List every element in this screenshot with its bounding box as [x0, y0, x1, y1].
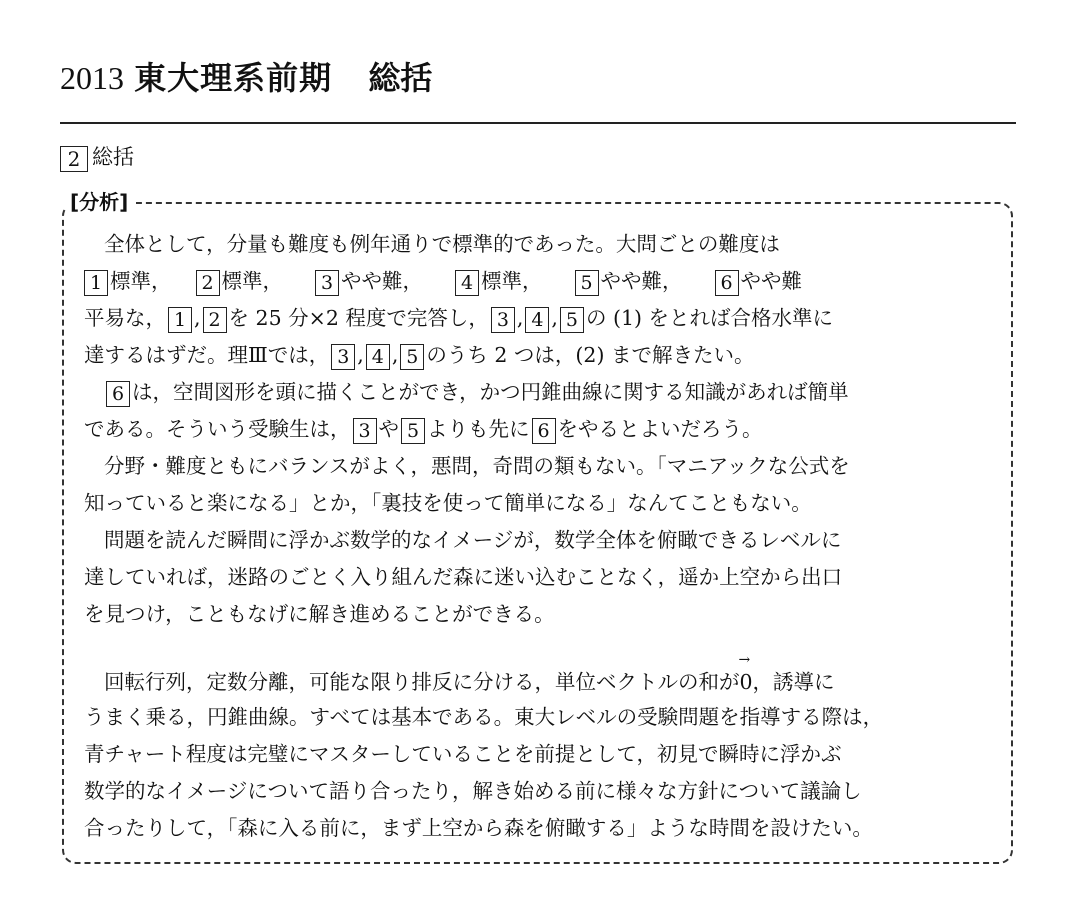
paragraph-1 [84, 226, 1014, 374]
problem-number-box: 1 [168, 307, 192, 333]
text-line: 達するはずだ。理Ⅲでは， 3 , 4 , 5 のうち 2 つは，(2) まで解きたい。 [84, 343, 755, 368]
paragraph-2 [84, 374, 1014, 448]
text-fragment: を 25 分×2 程度で完答し， [228, 306, 489, 330]
difficulty-label: 標準， [221, 269, 283, 293]
text-fragment: 達するはずだ。理Ⅲでは， [84, 343, 330, 367]
problem-number-box: 4 [525, 307, 549, 333]
problem-number-box: 3 [491, 307, 515, 333]
difficulty-list-line [84, 263, 1014, 300]
section-label: 総括 [92, 145, 134, 169]
problem-number-box: 5 [575, 270, 599, 296]
problem-number-box: 3 [315, 270, 339, 296]
paragraph-5 [84, 652, 1014, 847]
analysis-box-label: [分析] [66, 188, 136, 216]
problem-number-box: 2 [203, 307, 227, 333]
text-line [84, 374, 1014, 411]
text-line: を見つけ，こともなげに解き進めることができる。 [84, 602, 555, 626]
problem-number-box: 4 [366, 344, 390, 370]
title-subtitle: 総括 [368, 59, 433, 97]
problem-number-box: 5 [560, 307, 584, 333]
text-fragment: 回転行列，定数分離，可能な限り排反に分ける，単位ベクトルの和が [104, 670, 740, 694]
text-line: 全体として，分量も難度も例年通りで標準的であった。大問ごとの難度は [104, 232, 780, 256]
text-line: 達していれば，迷路のごとく入り組んだ森に迷い込むことなく，遥か上空から出口 [84, 565, 843, 589]
text-line: 合ったりして，「森に入る前に，まず上空から森を俯瞰する」ような時間を設けたい。 [84, 816, 873, 840]
difficulty-label: やや難， [600, 269, 683, 293]
problem-number-box: 3 [331, 344, 355, 370]
text-fragment: である。そういう受験生は， [84, 417, 351, 441]
vector-arrow-icon: → [738, 652, 751, 668]
paragraph-4 [84, 522, 1014, 633]
text-fragment: のうち 2 つは，(2) まで解きたい。 [426, 343, 755, 367]
text-line: 分野・難度ともにバランスがよく，悪問，奇問の類もない。「マニアックな公式を [104, 454, 850, 478]
text-line: 問題を読んだ瞬間に浮かぶ数学的なイメージが，数学全体を俯瞰できるレベルに [104, 528, 842, 552]
title-main: 東大理系前期 [134, 59, 333, 97]
text-fragment: の (1) をとれば合格水準に [585, 306, 834, 330]
section-number-box: 2 [60, 146, 88, 172]
problem-number-box: 5 [401, 418, 425, 444]
difficulty-label: やや難， [341, 269, 423, 293]
problem-number-box: 4 [455, 270, 479, 296]
text-fragment: や [378, 417, 399, 441]
text-line: 数学的なイメージについて語り合ったり，解き始める前に様々な方針について議論し [84, 779, 862, 803]
problem-number-box: 6 [106, 381, 130, 407]
text-fragment: 平易な， [84, 306, 166, 330]
text-line: 青チャート程度は完璧にマスターしていることを前提として，初見で瞬時に浮かぶ [84, 742, 842, 766]
zero-vector [738, 652, 753, 701]
text-line: うまく乗る，円錐曲線。すべては基本である。東大レベルの受験問題を指導する際は， [84, 705, 884, 729]
zero-vector-symbol: 0 [739, 670, 753, 694]
title-year: 2013 [60, 60, 124, 96]
text-fragment: ，誘導に [752, 670, 835, 694]
problem-number-box: 6 [532, 418, 556, 444]
problem-number-box: 1 [84, 270, 108, 296]
difficulty-label: やや難 [740, 269, 802, 293]
section-heading [60, 142, 134, 172]
text-line: 平易な， 1 , 2 を 25 分×2 程度で完答し， 3 , 4 , 5 の (1) をとれば合格水準に [84, 306, 834, 331]
title-divider [60, 122, 1016, 124]
text-line: 知っていると楽になる」とか，「裏技を使って簡単になる」なんてこともない。 [84, 491, 812, 515]
problem-number-box: 2 [196, 270, 220, 296]
text-line [84, 652, 1014, 699]
difficulty-label: 標準， [110, 269, 172, 293]
text-fragment: は，空間図形を頭に描くことができ，かつ円錐曲線に関する知識があれば簡単 [132, 380, 849, 404]
text-fragment: よりも先に [427, 417, 530, 441]
text-line [84, 411, 1014, 448]
paragraph-3 [84, 448, 1014, 522]
problem-number-box: 6 [715, 270, 739, 296]
problem-number-box: 5 [400, 344, 424, 370]
problem-number-box: 3 [353, 418, 377, 444]
difficulty-label: 標準， [481, 269, 543, 293]
document-title [60, 58, 432, 98]
text-fragment: をやるとよいだろう。 [557, 417, 763, 441]
